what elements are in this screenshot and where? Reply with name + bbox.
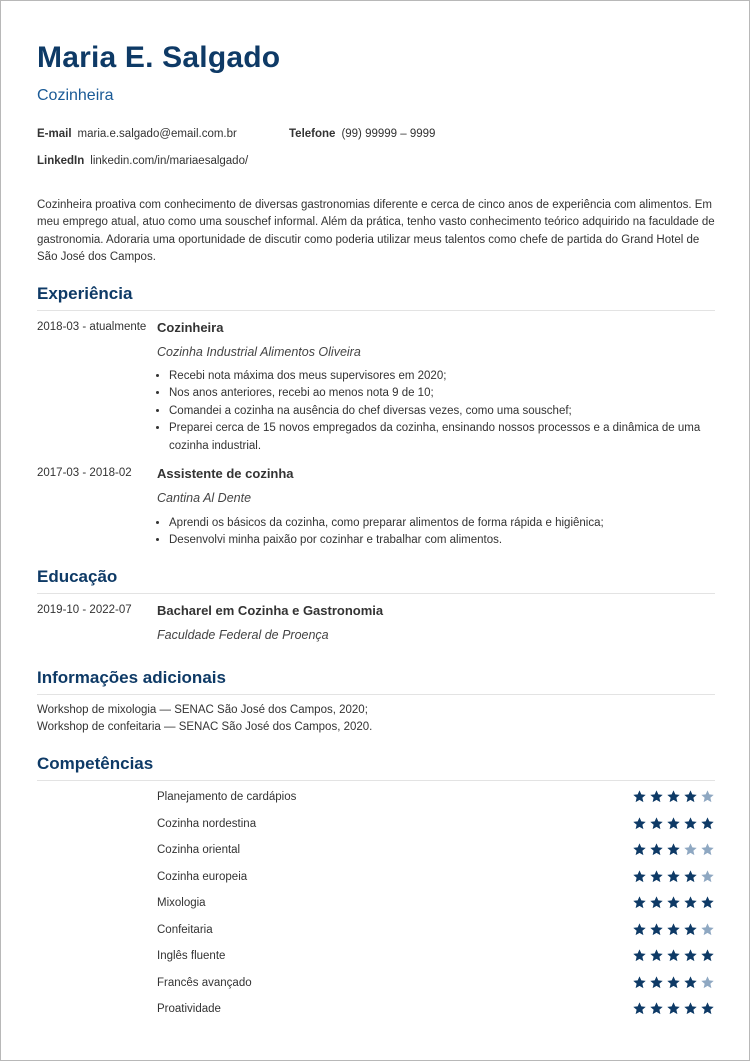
- star-filled-icon: [683, 789, 698, 804]
- skill-rating: [632, 1001, 715, 1016]
- star-filled-icon: [683, 948, 698, 963]
- skill-row: [157, 948, 715, 966]
- email-contact: [37, 128, 237, 140]
- skill-name: Proatividade: [157, 1003, 221, 1015]
- education-degree: Bacharel em Cozinha e Gastronomia: [157, 603, 384, 618]
- star-filled-icon: [666, 842, 681, 857]
- phone-label: Telefone: [289, 128, 336, 140]
- skill-row: [157, 789, 715, 807]
- star-filled-icon: [649, 895, 664, 910]
- star-filled-icon: [683, 975, 698, 990]
- skill-row: [157, 922, 715, 940]
- star-filled-icon: [632, 922, 647, 937]
- star-filled-icon: [683, 869, 698, 884]
- skill-name: Inglês fluente: [157, 950, 226, 962]
- skill-row: [157, 1001, 715, 1019]
- job-date: 2018-03 - atualmente: [37, 321, 147, 333]
- star-empty-icon: [700, 789, 715, 804]
- star-empty-icon: [700, 842, 715, 857]
- star-filled-icon: [666, 789, 681, 804]
- section-title-experience: Experiência: [37, 284, 715, 311]
- star-filled-icon: [649, 922, 664, 937]
- star-filled-icon: [700, 816, 715, 831]
- star-filled-icon: [649, 869, 664, 884]
- star-filled-icon: [683, 922, 698, 937]
- skill-rating: [632, 895, 715, 910]
- skill-rating: [632, 922, 715, 937]
- skill-rating: [632, 975, 715, 990]
- list-item: • Recebi nota máxima dos meus supervisores em 2020;: [169, 368, 709, 385]
- job-bullets: [169, 368, 709, 455]
- email-label: E-mail: [37, 128, 72, 140]
- linkedin-value[interactable]: linkedin.com/in/mariaesalgado/: [90, 155, 249, 167]
- additional-info-line: Workshop de mixologia — SENAC São José dos Campos, 2020;: [37, 704, 368, 716]
- job-title: Cozinheira: [157, 320, 224, 335]
- skill-rating: [632, 789, 715, 804]
- list-item: • Comandei a cozinha na ausência do chef diversas vezes, como uma souschef;: [169, 403, 709, 420]
- skill-name: Cozinha nordestina: [157, 817, 257, 830]
- section-title-additional: Informações adicionais: [37, 668, 715, 695]
- star-filled-icon: [700, 1001, 715, 1016]
- star-filled-icon: [649, 975, 664, 990]
- star-filled-icon: [649, 948, 664, 963]
- star-filled-icon: [632, 842, 647, 857]
- skill-row: [157, 816, 715, 834]
- skill-rating: [632, 869, 715, 884]
- star-filled-icon: [649, 842, 664, 857]
- star-filled-icon: [632, 1001, 647, 1016]
- email-value[interactable]: maria.e.salgado@email.com.br: [77, 128, 237, 140]
- candidate-role: Cozinheira: [37, 87, 114, 104]
- skill-name: Cozinha europeia: [157, 870, 248, 883]
- star-filled-icon: [666, 922, 681, 937]
- phone-value: (99) 99999 – 9999: [341, 128, 436, 140]
- list-item: • Preparei cerca de 15 novos empregados da cozinha, ensinando nossos processos e a dinâmica de uma cozinha industrial.: [169, 420, 709, 455]
- list-item: • Nos anos anteriores, recebi ao menos nota 9 de 10;: [169, 385, 709, 402]
- star-filled-icon: [632, 975, 647, 990]
- skill-name: Francês avançado: [157, 976, 252, 989]
- linkedin-contact: [37, 155, 248, 167]
- star-empty-icon: [683, 842, 698, 857]
- star-filled-icon: [666, 975, 681, 990]
- star-filled-icon: [683, 895, 698, 910]
- list-item: • Aprendi os básicos da cozinha, como preparar alimentos de forma rápida e higiênica;: [169, 515, 709, 532]
- skill-rating: [632, 842, 715, 857]
- star-filled-icon: [632, 948, 647, 963]
- skill-rating: [632, 948, 715, 963]
- phone-contact: [289, 128, 435, 140]
- star-filled-icon: [632, 789, 647, 804]
- job-date: 2017-03 - 2018-02: [37, 467, 132, 479]
- job-bullets: [169, 515, 709, 550]
- additional-info-line: Workshop de confeitaria — SENAC São José dos Campos, 2020.: [37, 721, 373, 733]
- skill-name: Planejamento de cardápios: [157, 791, 297, 803]
- star-filled-icon: [700, 948, 715, 963]
- skill-row: [157, 895, 715, 913]
- star-filled-icon: [683, 1001, 698, 1016]
- section-title-skills: Competências: [37, 754, 715, 781]
- star-empty-icon: [700, 975, 715, 990]
- candidate-name: Maria E. Salgado: [37, 41, 281, 74]
- job-title: Assistente de cozinha: [157, 466, 294, 481]
- star-filled-icon: [649, 1001, 664, 1016]
- star-empty-icon: [700, 869, 715, 884]
- star-filled-icon: [632, 816, 647, 831]
- list-item: • Desenvolvi minha paixão por cozinhar e trabalhar com alimentos.: [169, 532, 709, 549]
- profile-summary: Cozinheira proativa com conhecimento de diversas gastronomias diferente e cerca de cinco anos de experiência com alimentos. Em meu emprego atual, atuo como uma souschef informal. Além da prática, tenho vasto conhecimento teórico adquirido na faculdade de gastronomia. Adoraria uma oportunidade de discutir como poderia utilizar meus talentos como chefe de partida do Grand Hotel de São José dos Campos.: [37, 199, 715, 264]
- job-company: Cozinha Industrial Alimentos Oliveira: [157, 345, 361, 359]
- star-filled-icon: [683, 816, 698, 831]
- linkedin-label: LinkedIn: [37, 155, 85, 167]
- star-filled-icon: [700, 895, 715, 910]
- skill-row: [157, 869, 715, 887]
- star-filled-icon: [666, 948, 681, 963]
- star-filled-icon: [666, 895, 681, 910]
- skill-name: Confeitaria: [157, 923, 213, 936]
- skill-row: [157, 975, 715, 993]
- skill-rating: [632, 816, 715, 831]
- star-filled-icon: [649, 816, 664, 831]
- star-filled-icon: [666, 1001, 681, 1016]
- job-company: Cantina Al Dente: [157, 491, 252, 505]
- skill-row: [157, 842, 715, 860]
- star-empty-icon: [700, 922, 715, 937]
- star-filled-icon: [666, 816, 681, 831]
- education-date: 2019-10 - 2022-07: [37, 604, 132, 616]
- star-filled-icon: [632, 869, 647, 884]
- star-filled-icon: [649, 789, 664, 804]
- skill-name: Cozinha oriental: [157, 844, 241, 856]
- star-filled-icon: [666, 869, 681, 884]
- skill-name: Mixologia: [157, 897, 206, 909]
- education-school: Faculdade Federal de Proença: [157, 628, 329, 642]
- section-title-education: Educação: [37, 567, 715, 594]
- star-filled-icon: [632, 895, 647, 910]
